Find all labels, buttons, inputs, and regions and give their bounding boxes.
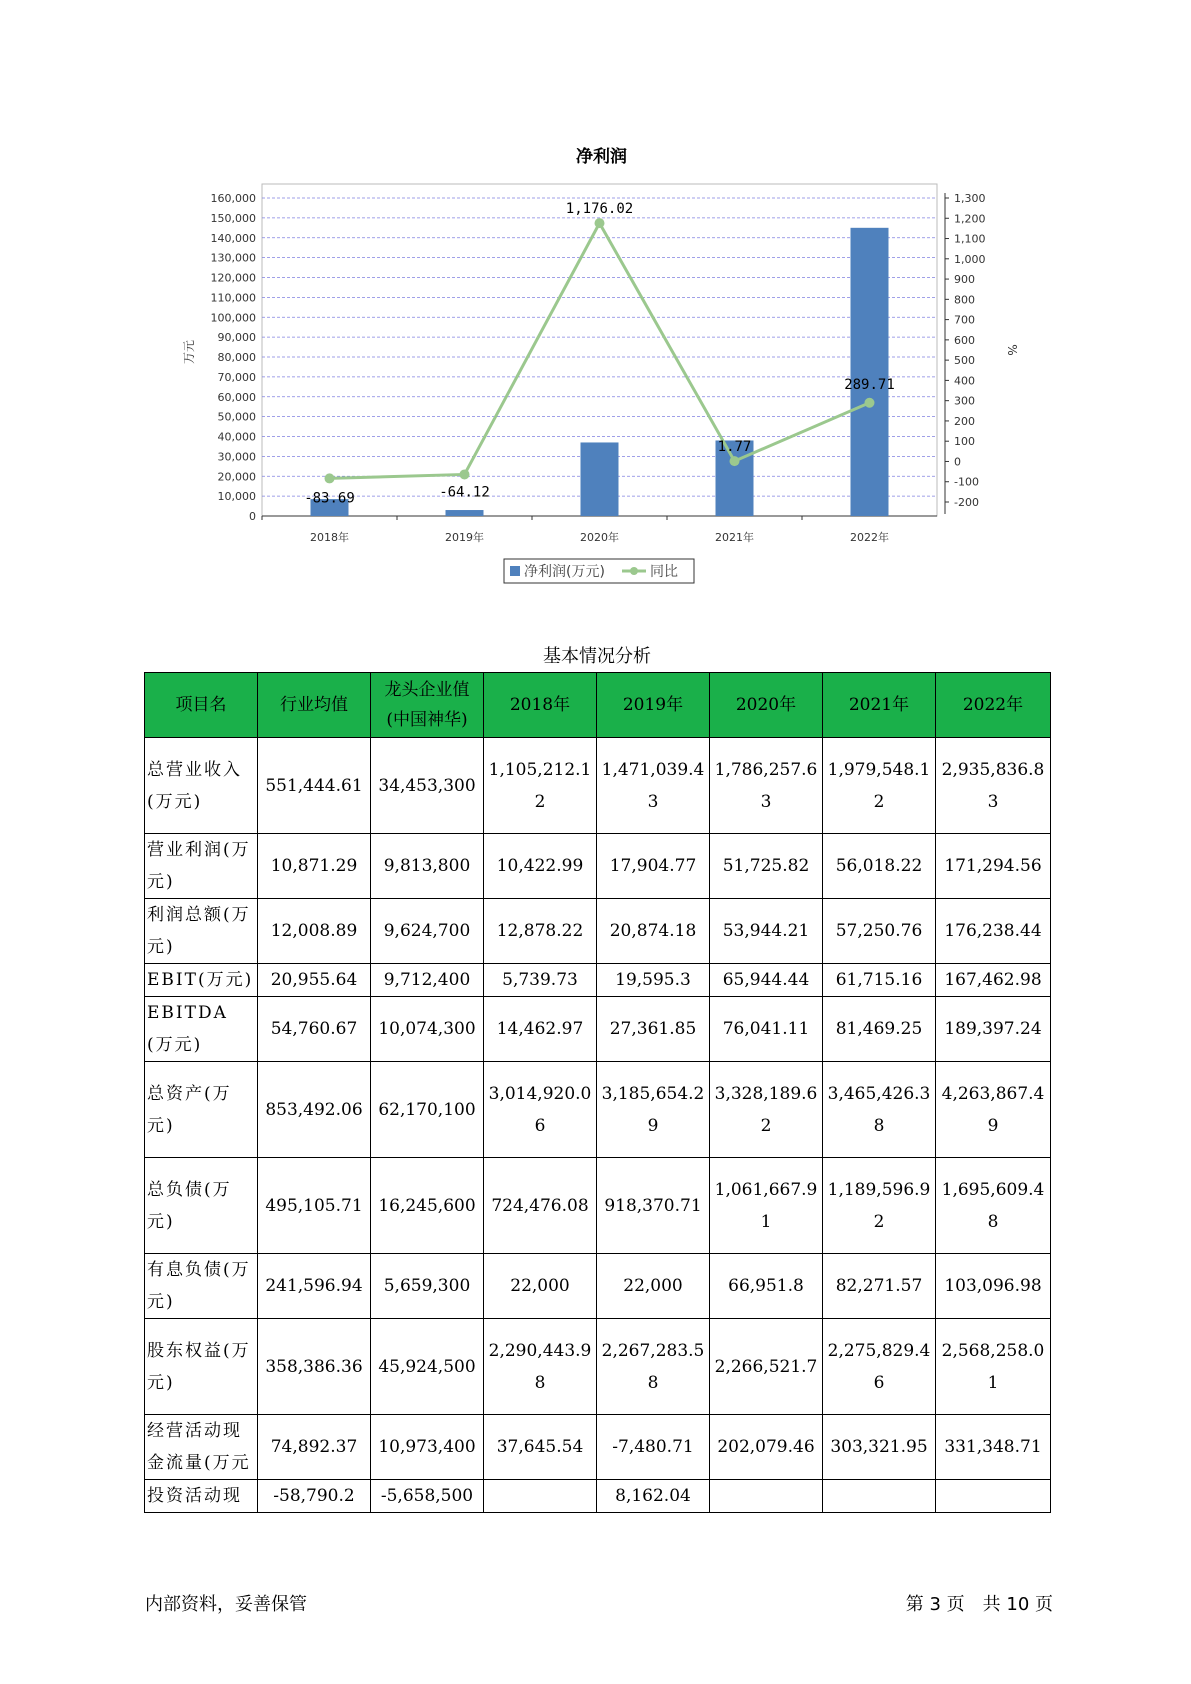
value-cell: 54,760.67 (258, 997, 371, 1062)
table-header-row (145, 673, 1051, 738)
table-caption: 基本情况分析 (543, 646, 651, 667)
table-header-cell: 2022年 (936, 673, 1051, 738)
row-label-cell: 营业利润(万元) (145, 834, 258, 899)
point-yoy (865, 398, 875, 408)
x-tick-label: 2019年 (445, 531, 484, 544)
chart-canvas (0, 0, 1191, 600)
value-cell: 551,444.61 (258, 738, 371, 834)
y-right-tick-label: -100 (954, 475, 979, 489)
table-row (145, 1480, 1051, 1513)
legend-label-yoy: 同比 (650, 564, 678, 580)
value-cell: -5,658,500 (371, 1480, 484, 1513)
row-label-cell: 总资产(万元) (145, 1062, 258, 1158)
table-header-cell: 2021年 (823, 673, 936, 738)
row-label-cell: EBITDA(万元) (145, 997, 258, 1062)
y-right-tick-label: -200 (954, 496, 979, 509)
value-cell: 57,250.76 (823, 899, 936, 964)
y-right-tick-label: 800 (954, 293, 975, 307)
value-cell: 241,596.94 (258, 1254, 371, 1319)
value-cell: 1,695,609.48 (936, 1158, 1051, 1254)
y-left-tick-label: 70,000 (217, 370, 256, 384)
value-cell: 27,361.85 (597, 997, 710, 1062)
row-label-cell: 投资活动现 (145, 1480, 258, 1513)
point-yoy (595, 218, 605, 228)
y-left-axis-label: 万元 (182, 339, 196, 365)
y-right-tick-label: 200 (954, 414, 975, 428)
value-cell: 45,924,500 (371, 1319, 484, 1415)
value-cell (936, 1480, 1051, 1513)
y-right-tick-label: 500 (954, 354, 975, 368)
value-cell: 10,074,300 (371, 997, 484, 1062)
row-label-cell: 总营业收入(万元) (145, 738, 258, 834)
y-left-tick-label: 10,000 (217, 490, 256, 504)
point-yoy (730, 456, 740, 466)
value-cell: 62,170,100 (371, 1062, 484, 1158)
data-label-yoy: 1.77 (717, 439, 752, 456)
basic-analysis-table (144, 672, 1051, 1513)
value-cell: 2,290,443.98 (484, 1319, 597, 1415)
value-cell: 8,162.04 (597, 1480, 710, 1513)
value-cell: 82,271.57 (823, 1254, 936, 1319)
value-cell: 34,453,300 (371, 738, 484, 834)
row-label-cell: 有息负债(万元) (145, 1254, 258, 1319)
y-left-tick-label: 160,000 (210, 192, 256, 205)
value-cell: 1,979,548.12 (823, 738, 936, 834)
value-cell: 103,096.98 (936, 1254, 1051, 1319)
table-row (145, 1158, 1051, 1254)
y-left-tick-label: 20,000 (217, 470, 256, 484)
row-label-cell: 利润总额(万元) (145, 899, 258, 964)
data-label-yoy: -64.12 (439, 484, 490, 501)
x-tick-label: 2020年 (580, 531, 619, 544)
value-cell: 495,105.71 (258, 1158, 371, 1254)
y-right-axis-label: % (1005, 344, 1019, 356)
y-left-tick-label: 150,000 (210, 211, 256, 225)
value-cell: 9,813,800 (371, 834, 484, 899)
y-left-tick-label: 140,000 (210, 231, 256, 245)
chart-title: 净利润 (576, 147, 627, 167)
table-row (145, 1319, 1051, 1415)
value-cell: 358,386.36 (258, 1319, 371, 1415)
line-yoy (330, 223, 870, 478)
y-right-tick-label: 1,100 (954, 232, 986, 246)
data-label-yoy: 1,176.02 (565, 201, 634, 218)
y-right-tick-label: 700 (954, 313, 975, 327)
value-cell: 2,267,283.58 (597, 1319, 710, 1415)
legend-swatch-point (630, 567, 638, 575)
value-cell: 20,955.64 (258, 964, 371, 997)
value-cell: 331,348.71 (936, 1415, 1051, 1480)
value-cell: 74,892.37 (258, 1415, 371, 1480)
value-cell: 56,018.22 (823, 834, 936, 899)
value-cell: 3,465,426.38 (823, 1062, 936, 1158)
value-cell: 724,476.08 (484, 1158, 597, 1254)
net-profit-chart (0, 0, 1191, 600)
value-cell: 5,739.73 (484, 964, 597, 997)
y-right-tick-label: 1,300 (954, 192, 986, 205)
value-cell: 202,079.46 (710, 1415, 823, 1480)
y-left-tick-label: 130,000 (210, 251, 256, 265)
value-cell: 81,469.25 (823, 997, 936, 1062)
value-cell: 3,328,189.62 (710, 1062, 823, 1158)
table-header-cell: 项目名 (145, 673, 258, 738)
y-right-tick-label: 300 (954, 394, 975, 408)
table-header-cell: 行业均值 (258, 673, 371, 738)
value-cell: 3,014,920.06 (484, 1062, 597, 1158)
row-label-cell: 经营活动现金流量(万元 (145, 1415, 258, 1480)
value-cell: 10,422.99 (484, 834, 597, 899)
value-cell: 10,871.29 (258, 834, 371, 899)
y-left-tick-label: 0 (249, 510, 256, 523)
table-header-cell: 2020年 (710, 673, 823, 738)
y-left-tick-label: 60,000 (217, 390, 256, 404)
value-cell: 171,294.56 (936, 834, 1051, 899)
y-left-tick-label: 90,000 (217, 331, 256, 345)
y-left-tick-label: 40,000 (217, 430, 256, 444)
value-cell (823, 1480, 936, 1513)
table-row (145, 964, 1051, 997)
y-left-tick-label: 30,000 (217, 450, 256, 464)
y-right-tick-label: 600 (954, 333, 975, 347)
value-cell: 9,624,700 (371, 899, 484, 964)
value-cell (484, 1480, 597, 1513)
table-row (145, 1254, 1051, 1319)
value-cell: 1,471,039.43 (597, 738, 710, 834)
table-row (145, 1415, 1051, 1480)
point-yoy (460, 469, 470, 479)
value-cell: 37,645.54 (484, 1415, 597, 1480)
bar-net-profit (581, 442, 619, 516)
y-right-tick-label: 100 (954, 435, 975, 449)
table-header-cell: 龙头企业值(中国神华) (371, 673, 484, 738)
y-left-tick-label: 80,000 (217, 351, 256, 364)
value-cell: 2,568,258.01 (936, 1319, 1051, 1415)
value-cell: 918,370.71 (597, 1158, 710, 1254)
point-yoy (325, 473, 335, 483)
value-cell: 51,725.82 (710, 834, 823, 899)
value-cell (710, 1480, 823, 1513)
value-cell: -7,480.71 (597, 1415, 710, 1480)
value-cell: 65,944.44 (710, 964, 823, 997)
value-cell: 14,462.97 (484, 997, 597, 1062)
value-cell: 189,397.24 (936, 997, 1051, 1062)
bar-net-profit (446, 510, 484, 516)
value-cell: 76,041.11 (710, 997, 823, 1062)
value-cell: 16,245,600 (371, 1158, 484, 1254)
value-cell: 853,492.06 (258, 1062, 371, 1158)
value-cell: 176,238.44 (936, 899, 1051, 964)
value-cell: 20,874.18 (597, 899, 710, 964)
y-right-tick-label: 1,000 (954, 252, 986, 266)
value-cell: 66,951.8 (710, 1254, 823, 1319)
legend-swatch-bar (510, 566, 520, 576)
y-left-tick-label: 110,000 (210, 291, 256, 305)
value-cell: 22,000 (484, 1254, 597, 1319)
table-header-cell: 2019年 (597, 673, 710, 738)
value-cell: 4,263,867.49 (936, 1062, 1051, 1158)
value-cell: 12,878.22 (484, 899, 597, 964)
y-right-tick-label: 400 (954, 374, 975, 388)
x-tick-label: 2022年 (850, 531, 889, 544)
value-cell: 53,944.21 (710, 899, 823, 964)
footer-confidential-note: 内部资料，妥善保管 (145, 1594, 307, 1615)
y-left-tick-label: 100,000 (210, 311, 256, 325)
value-cell: 22,000 (597, 1254, 710, 1319)
value-cell: 3,185,654.29 (597, 1062, 710, 1158)
table-row (145, 834, 1051, 899)
table-row (145, 997, 1051, 1062)
table-row (145, 1062, 1051, 1158)
bar-net-profit (851, 228, 889, 516)
value-cell: 5,659,300 (371, 1254, 484, 1319)
y-right-tick-label: 0 (954, 455, 961, 469)
value-cell: 61,715.16 (823, 964, 936, 997)
footer-page-number: 第 3 页 共 10 页 (905, 1594, 1053, 1615)
value-cell: 10,973,400 (371, 1415, 484, 1480)
y-left-tick-label: 50,000 (217, 410, 256, 424)
table-row (145, 738, 1051, 834)
value-cell: 2,935,836.83 (936, 738, 1051, 834)
value-cell: 12,008.89 (258, 899, 371, 964)
data-label-yoy: 289.71 (844, 376, 895, 393)
x-tick-label: 2018年 (310, 531, 349, 544)
x-tick-label: 2021年 (715, 531, 754, 544)
value-cell: 9,712,400 (371, 964, 484, 997)
value-cell: 1,786,257.63 (710, 738, 823, 834)
y-right-tick-label: 1,200 (954, 212, 986, 226)
table-row (145, 899, 1051, 964)
y-right-tick-label: 900 (954, 273, 975, 287)
value-cell: 2,275,829.46 (823, 1319, 936, 1415)
row-label-cell: 股东权益(万元) (145, 1319, 258, 1415)
value-cell: 19,595.3 (597, 964, 710, 997)
row-label-cell: 总负债(万元) (145, 1158, 258, 1254)
value-cell: 2,266,521.7 (710, 1319, 823, 1415)
value-cell: 1,105,212.12 (484, 738, 597, 834)
row-label-cell: EBIT(万元) (145, 964, 258, 997)
value-cell: 17,904.77 (597, 834, 710, 899)
y-left-tick-label: 120,000 (210, 271, 256, 285)
value-cell: 1,189,596.92 (823, 1158, 936, 1254)
table-header-cell: 2018年 (484, 673, 597, 738)
value-cell: -58,790.2 (258, 1480, 371, 1513)
value-cell: 303,321.95 (823, 1415, 936, 1480)
value-cell: 167,462.98 (936, 964, 1051, 997)
data-label-yoy: -83.69 (304, 490, 355, 507)
value-cell: 1,061,667.91 (710, 1158, 823, 1254)
legend-label-net-profit: 净利润(万元) (524, 564, 605, 580)
